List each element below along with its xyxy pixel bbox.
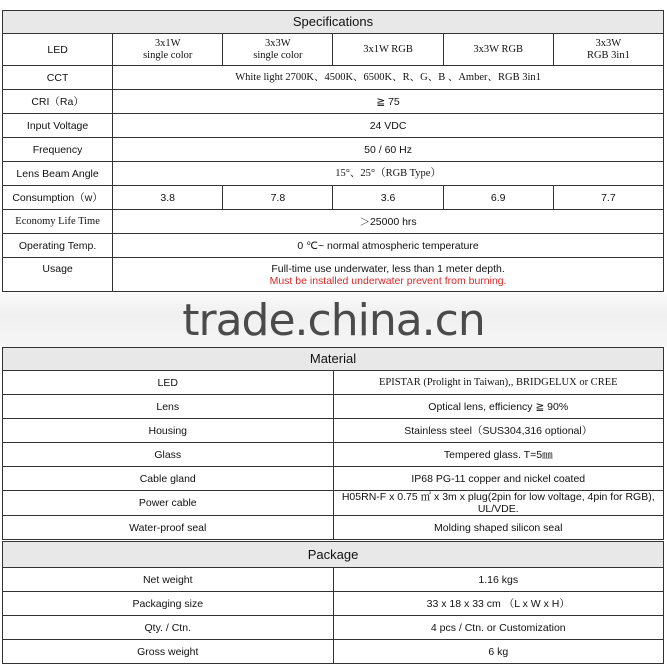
material-table — [2, 347, 664, 540]
material-label-glass: Glass — [3, 443, 334, 467]
usage-value — [113, 258, 664, 292]
row-label-beam-angle: Lens Beam Angle — [3, 162, 113, 186]
material-value-led: EPISTAR (Prolight in Taiwan),, BRIDGELUX or CREE — [333, 371, 664, 395]
watermark-text: trade.china.cn — [182, 294, 485, 346]
package-value-gross-weight: 6 kg — [333, 640, 664, 664]
consumption-value-4: 6.9 — [443, 186, 553, 210]
specifications-header: Specifications — [3, 11, 664, 34]
row-label-cct: CCT — [3, 66, 113, 90]
material-header: Material — [3, 348, 664, 371]
material-value-lens: Optical lens, efficiency ≧ 90% — [333, 395, 664, 419]
consumption-value-3: 3.6 — [333, 186, 443, 210]
cct-value: White light 2700K、4500K、6500K、R、G、B 、Amber、RGB 3in1 — [113, 66, 664, 90]
consumption-value-2: 7.8 — [223, 186, 333, 210]
beam-angle-value: 15°、25°（RGB Type） — [113, 162, 664, 186]
package-value-qty: 4 pcs / Ctn. or Customization — [333, 616, 664, 640]
package-label-gross-weight: Gross weight — [3, 640, 334, 664]
package-value-net-weight: 1.16 kgs — [333, 568, 664, 592]
led-option-1: 3x1W single color — [113, 34, 223, 66]
material-label-cable-gland: Cable gland — [3, 467, 334, 491]
material-label-lens: Lens — [3, 395, 334, 419]
led-option-3: 3x1W RGB — [333, 34, 443, 66]
material-value-cable-gland: IP68 PG-11 copper and nickel coated — [333, 467, 664, 491]
consumption-value-1: 3.8 — [113, 186, 223, 210]
row-label-usage: Usage — [3, 258, 113, 292]
package-label-size: Packaging size — [3, 592, 334, 616]
led-option-4: 3x3W RGB — [443, 34, 553, 66]
row-label-operating-temp: Operating Temp. — [3, 234, 113, 258]
package-value-size: 33 x 18 x 33 cm （L x W x H） — [333, 592, 664, 616]
material-value-housing: Stainless steel（SUS304,316 optional） — [333, 419, 664, 443]
consumption-value-5: 7.7 — [553, 186, 663, 210]
row-label-frequency: Frequency — [3, 138, 113, 162]
row-label-input-voltage: Input Voltage — [3, 114, 113, 138]
row-label-consumption: Consumption（w） — [3, 186, 113, 210]
specifications-table — [2, 10, 664, 292]
row-label-life-time: Economy Life Time — [3, 210, 113, 234]
row-label-cri: CRI（Ra） — [3, 90, 113, 114]
material-label-housing: Housing — [3, 419, 334, 443]
package-header: Package — [3, 542, 664, 568]
row-label-led: LED — [3, 34, 113, 66]
frequency-value: 50 / 60 Hz — [113, 138, 664, 162]
material-value-power-cable: H05RN-F x 0.75 ㎡ x 3m x plug(2pin for low voltage, 4pin for RGB), UL/VDE. — [333, 491, 664, 516]
usage-warning: Must be installed underwater prevent from burning. — [269, 274, 507, 287]
material-label-power-cable: Power cable — [3, 491, 334, 516]
input-voltage-value: 24 VDC — [113, 114, 664, 138]
package-label-net-weight: Net weight — [3, 568, 334, 592]
material-value-seal: Molding shaped silicon seal — [333, 516, 664, 540]
package-label-qty: Qty. / Ctn. — [3, 616, 334, 640]
material-label-seal: Water-proof seal — [3, 516, 334, 540]
usage-line-1: Full-time use underwater, less than 1 meter depth. — [271, 262, 505, 275]
material-label-led: LED — [3, 371, 334, 395]
life-time-value: ＞25000 hrs — [113, 210, 664, 234]
material-value-glass: Tempered glass. T=5㎜ — [333, 443, 664, 467]
package-table — [2, 541, 664, 664]
operating-temp-value: 0 ℃~ normal atmospheric temperature — [113, 234, 664, 258]
cri-value: ≧ 75 — [113, 90, 664, 114]
led-option-2: 3x3W single color — [223, 34, 333, 66]
led-option-5: 3x3W RGB 3in1 — [553, 34, 663, 66]
